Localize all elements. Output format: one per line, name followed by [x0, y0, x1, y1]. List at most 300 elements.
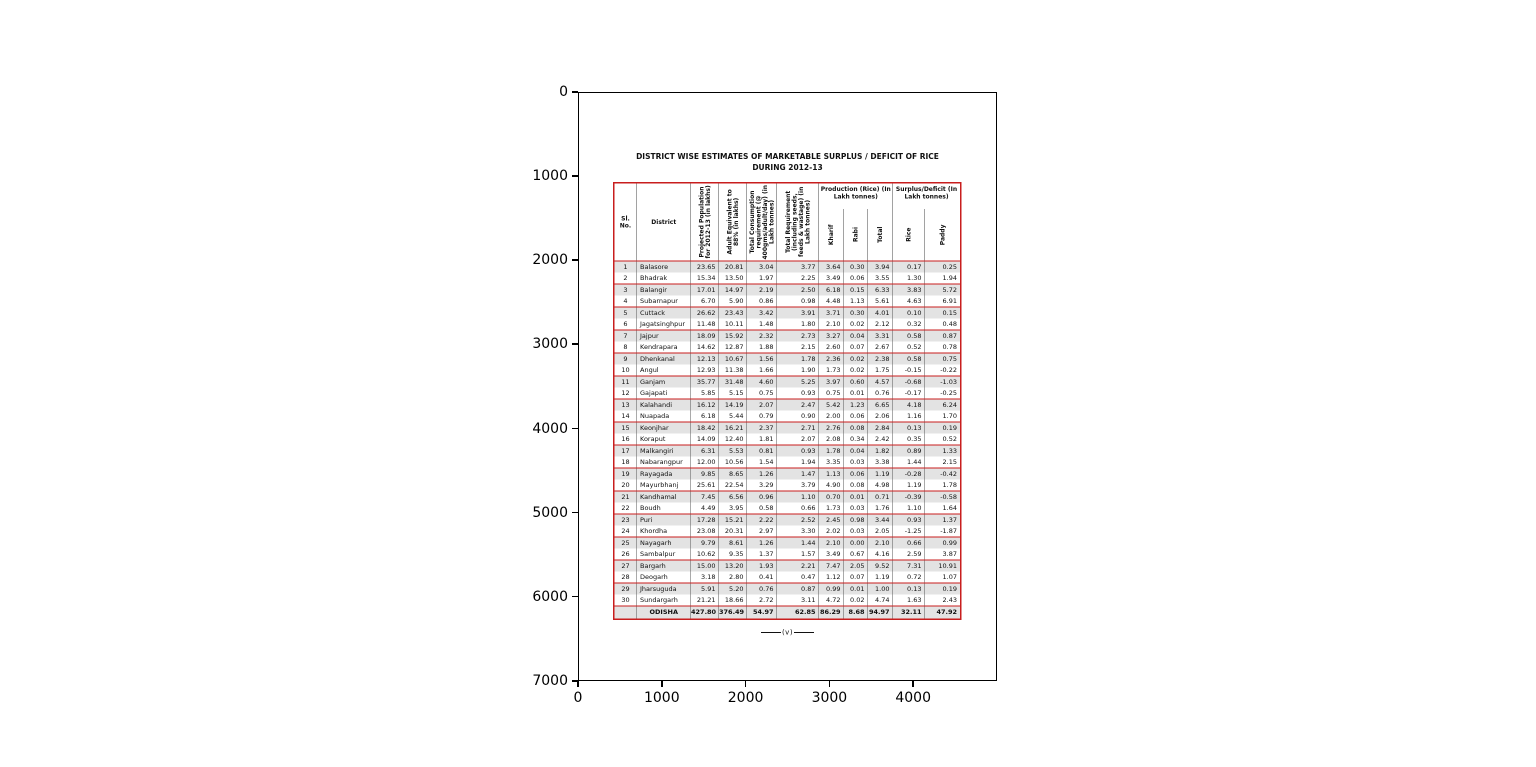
- table-cell: 1.07: [925, 572, 961, 584]
- table-cell: 1.12: [819, 572, 844, 584]
- table-cell: 0.03: [844, 526, 868, 538]
- table-cell: 15: [614, 422, 637, 434]
- table-cell: 2.67: [868, 342, 893, 354]
- table-cell: 2.42: [868, 434, 893, 446]
- table-cell: 1.66: [747, 365, 777, 377]
- table-cell: 1.13: [819, 468, 844, 480]
- table-cell: 2.19: [747, 284, 777, 296]
- table-cell: Nuapada: [637, 411, 691, 423]
- table-cell: 54.97: [747, 606, 777, 619]
- table-cell: 1.16: [893, 411, 925, 423]
- table-cell: 8.65: [719, 468, 747, 480]
- table-cell: 24: [614, 526, 637, 538]
- table-cell: 0.06: [844, 411, 868, 423]
- table-row: [614, 434, 961, 446]
- table-cell: 11.48: [691, 319, 719, 331]
- table-cell: -0.17: [893, 388, 925, 400]
- table-cell: 23.65: [691, 261, 719, 273]
- table-row: [614, 411, 961, 423]
- table-cell: 11.38: [719, 365, 747, 377]
- col-header-paddy: Paddy: [925, 209, 961, 261]
- table-cell: -1.03: [925, 376, 961, 388]
- x-tick-mark: [577, 681, 579, 687]
- table-cell: 0.01: [844, 491, 868, 503]
- col-header-total: Total: [868, 209, 893, 261]
- table-cell: Kendrapara: [637, 342, 691, 354]
- table-cell: 2.22: [747, 514, 777, 526]
- table-cell: 3: [614, 284, 637, 296]
- col-header-kharif: Kharif: [819, 209, 844, 261]
- table-cell: 10: [614, 365, 637, 377]
- table-cell: Mayurbhanj: [637, 480, 691, 492]
- table-cell: 1.75: [868, 365, 893, 377]
- y-tick-label: 0: [559, 84, 568, 100]
- table-cell: 20.81: [719, 261, 747, 273]
- table-cell: 0.99: [925, 537, 961, 549]
- table-cell: Kalahandi: [637, 399, 691, 411]
- table-cell: 14.19: [719, 399, 747, 411]
- table-cell: Bhadrak: [637, 273, 691, 285]
- table-cell: 1.73: [819, 503, 844, 515]
- table-cell: 4.72: [819, 595, 844, 607]
- table-row: [614, 537, 961, 549]
- table-cell: Dhenkanal: [637, 353, 691, 365]
- table-row: [614, 365, 961, 377]
- table-cell: 3.11: [777, 595, 819, 607]
- table-cell: 4.01: [868, 307, 893, 319]
- table-row: [614, 468, 961, 480]
- table-cell: 7: [614, 330, 637, 342]
- table-cell: 0.13: [893, 422, 925, 434]
- table-cell: 1.97: [747, 273, 777, 285]
- table-cell: 5.20: [719, 583, 747, 595]
- table-cell: 0.08: [844, 422, 868, 434]
- table-cell: 0.03: [844, 503, 868, 515]
- table-cell: 13.50: [719, 273, 747, 285]
- table-cell: 1.19: [868, 572, 893, 584]
- x-tick-mark: [745, 681, 747, 687]
- table-cell: 4.98: [868, 480, 893, 492]
- table-cell: 1.30: [893, 273, 925, 285]
- table-cell: -0.58: [925, 491, 961, 503]
- table-row: [614, 457, 961, 469]
- table-row: [614, 503, 961, 515]
- table-cell: 19: [614, 468, 637, 480]
- table-cell: 26.62: [691, 307, 719, 319]
- table-cell: 2.08: [819, 434, 844, 446]
- table-cell: Deogarh: [637, 572, 691, 584]
- table-cell: 2.47: [777, 399, 819, 411]
- table-cell: 0.67: [844, 549, 868, 561]
- table-cell: 3.49: [819, 549, 844, 561]
- rice-surplus-table: [613, 182, 962, 620]
- table-cell: 1.10: [893, 503, 925, 515]
- table-row: [614, 422, 961, 434]
- table-cell: 8: [614, 342, 637, 354]
- table-cell: Cuttack: [637, 307, 691, 319]
- table-cell: 1.63: [893, 595, 925, 607]
- table-cell: 12.13: [691, 353, 719, 365]
- x-tick-label: 1000: [643, 690, 680, 706]
- table-cell: 3.79: [777, 480, 819, 492]
- table-cell: Sambalpur: [637, 549, 691, 561]
- table-cell: 10.56: [719, 457, 747, 469]
- table-title-line1: DISTRICT WISE ESTIMATES OF MARKETABLE SURPLUS / DEFICIT OF RICE: [636, 152, 939, 161]
- table-cell: 0.93: [777, 388, 819, 400]
- table-cell: 14.97: [719, 284, 747, 296]
- table-cell: 0.93: [893, 514, 925, 526]
- table-cell: Koraput: [637, 434, 691, 446]
- table-cell: 9.85: [691, 468, 719, 480]
- table-cell: 0.30: [844, 307, 868, 319]
- table-cell: 5.53: [719, 445, 747, 457]
- col-header-rabi: Rabi: [844, 209, 868, 261]
- table-cell: Nabarangpur: [637, 457, 691, 469]
- table-cell: 20: [614, 480, 637, 492]
- x-tick-label: 2000: [727, 690, 764, 706]
- table-cell: 0.60: [844, 376, 868, 388]
- table-row: [614, 491, 961, 503]
- table-cell: 15.92: [719, 330, 747, 342]
- table-cell: 2.71: [777, 422, 819, 434]
- table-cell: 1.78: [925, 480, 961, 492]
- table-cell: 20.31: [719, 526, 747, 538]
- table-row: [614, 595, 961, 607]
- table-cell: 10.67: [719, 353, 747, 365]
- table-row: [614, 307, 961, 319]
- x-tick-mark: [829, 681, 831, 687]
- table-cell: 0.89: [893, 445, 925, 457]
- table-cell: 5.91: [691, 583, 719, 595]
- table-cell: 5: [614, 307, 637, 319]
- table-cell: Malkangiri: [637, 445, 691, 457]
- table-cell: 3.04: [747, 261, 777, 273]
- col-header-adult-equivalent: Adult Equivalent to 88% (in lakhs): [719, 183, 747, 261]
- col-header-rice: Rice: [893, 209, 925, 261]
- table-row: [614, 273, 961, 285]
- table-cell: 3.42: [747, 307, 777, 319]
- table-cell: 2.00: [819, 411, 844, 423]
- table-cell: 16.12: [691, 399, 719, 411]
- table-cell: 1.93: [747, 560, 777, 572]
- y-tick-label: 3000: [532, 336, 568, 353]
- table-cell: 17: [614, 445, 637, 457]
- table-cell: Balangir: [637, 284, 691, 296]
- table-cell: 1.70: [925, 411, 961, 423]
- table-cell: 1.57: [777, 549, 819, 561]
- y-tick-label: 5000: [532, 504, 568, 521]
- table-cell: Puri: [637, 514, 691, 526]
- x-tick-label: 4000: [895, 690, 931, 706]
- page-mark: [578, 626, 997, 639]
- table-cell: 0.04: [844, 445, 868, 457]
- table-cell: 62.85: [777, 606, 819, 619]
- table-cell: 0.03: [844, 457, 868, 469]
- table-cell: 2.45: [819, 514, 844, 526]
- table-cell: 18.66: [719, 595, 747, 607]
- table-cell: 0.02: [844, 595, 868, 607]
- table-cell: 13: [614, 399, 637, 411]
- table-cell: 47.92: [925, 606, 961, 619]
- table-row: [614, 284, 961, 296]
- table-cell: 376.49: [719, 606, 747, 619]
- table-cell: 4: [614, 296, 637, 308]
- table-row: [614, 376, 961, 388]
- table-cell: -1.25: [893, 526, 925, 538]
- table-title: [578, 151, 997, 173]
- table-cell: 0.19: [925, 583, 961, 595]
- table-cell: 27: [614, 560, 637, 572]
- table-cell: 1: [614, 261, 637, 273]
- table-cell: 1.44: [893, 457, 925, 469]
- table-cell: 2.05: [844, 560, 868, 572]
- col-header-district: District: [637, 183, 691, 261]
- table-cell: 5.72: [925, 284, 961, 296]
- table-cell: 3.91: [777, 307, 819, 319]
- table-cell: 0.81: [747, 445, 777, 457]
- y-tick-label: 7000: [532, 673, 568, 689]
- table-cell: 2.10: [819, 537, 844, 549]
- table-cell: 2.05: [868, 526, 893, 538]
- table-cell: 14.09: [691, 434, 719, 446]
- table-cell: 6: [614, 319, 637, 331]
- table-cell: 0.19: [925, 422, 961, 434]
- table-cell: 86.29: [819, 606, 844, 619]
- table-cell: 1.44: [777, 537, 819, 549]
- table-cell: 2.10: [868, 537, 893, 549]
- table-cell: 6.70: [691, 296, 719, 308]
- table-cell: 6.31: [691, 445, 719, 457]
- table-cell: 21.21: [691, 595, 719, 607]
- table-cell: 6.18: [819, 284, 844, 296]
- table-cell: 3.95: [719, 503, 747, 515]
- table-cell: 1.94: [777, 457, 819, 469]
- table-cell: 2.12: [868, 319, 893, 331]
- table-cell: 12.40: [719, 434, 747, 446]
- table-cell: 12: [614, 388, 637, 400]
- table-cell: 23: [614, 514, 637, 526]
- table-cell: 0.76: [747, 583, 777, 595]
- table-cell: -0.28: [893, 468, 925, 480]
- table-cell: 0.66: [893, 537, 925, 549]
- table-cell: 3.29: [747, 480, 777, 492]
- table-cell: 2.02: [819, 526, 844, 538]
- table-cell: 2.37: [747, 422, 777, 434]
- table-cell: 1.90: [777, 365, 819, 377]
- table-cell: 32.11: [893, 606, 925, 619]
- table-cell: 1.10: [777, 491, 819, 503]
- table-cell: 14.62: [691, 342, 719, 354]
- page-mark-left-line: [761, 632, 781, 633]
- table-cell: 1.80: [777, 319, 819, 331]
- table-cell: 1.26: [747, 468, 777, 480]
- table-cell: 0.79: [747, 411, 777, 423]
- table-body: [614, 261, 961, 619]
- table-cell: 5.42: [819, 399, 844, 411]
- y-tick-label: 4000: [532, 420, 568, 437]
- table-cell: 0.32: [893, 319, 925, 331]
- table-cell: 4.63: [893, 296, 925, 308]
- table-row: [614, 514, 961, 526]
- table-cell: 0.66: [777, 503, 819, 515]
- table-cell: 2.32: [747, 330, 777, 342]
- table-cell: 12.93: [691, 365, 719, 377]
- table-cell: 6.24: [925, 399, 961, 411]
- page-mark-right-line: [794, 632, 814, 633]
- table-cell: 0.52: [925, 434, 961, 446]
- table-cell: Balasore: [637, 261, 691, 273]
- table-cell: Sundargarh: [637, 595, 691, 607]
- table-cell: 3.94: [868, 261, 893, 273]
- x-tick-mark: [912, 681, 914, 687]
- table-cell: 1.33: [925, 445, 961, 457]
- table-cell: 3.27: [819, 330, 844, 342]
- table-cell: 0.02: [844, 353, 868, 365]
- x-tick-mark: [661, 681, 663, 687]
- table-cell: Jajpur: [637, 330, 691, 342]
- group-header-production: Production (Rice) (In Lakh tonnes): [819, 183, 893, 209]
- table-cell: 0.90: [777, 411, 819, 423]
- table-row: [614, 261, 961, 273]
- table-cell: 2.10: [819, 319, 844, 331]
- table-cell: 0.76: [868, 388, 893, 400]
- table-cell: 0.41: [747, 572, 777, 584]
- table-cell: 30: [614, 595, 637, 607]
- table-cell: 1.94: [925, 273, 961, 285]
- table-header: [614, 183, 961, 261]
- table-cell: 0.01: [844, 388, 868, 400]
- group-header-surplus-deficit: Surplus/Deficit (In Lakh tonnes): [893, 183, 961, 209]
- table-row: [614, 445, 961, 457]
- table-cell: 22: [614, 503, 637, 515]
- table-cell: Rayagada: [637, 468, 691, 480]
- table-cell: 0.01: [844, 583, 868, 595]
- table-cell: 8.68: [844, 606, 868, 619]
- table-cell: 16: [614, 434, 637, 446]
- table-cell: 28: [614, 572, 637, 584]
- table-cell: 18.09: [691, 330, 719, 342]
- table-cell: 1.78: [819, 445, 844, 457]
- table-cell: 1.73: [819, 365, 844, 377]
- table-cell: 31.48: [719, 376, 747, 388]
- table-cell: 25: [614, 537, 637, 549]
- table-cell: 23.08: [691, 526, 719, 538]
- table-cell: 5.44: [719, 411, 747, 423]
- table-cell: 9.79: [691, 537, 719, 549]
- table-row: [614, 560, 961, 572]
- table-cell: 3.31: [868, 330, 893, 342]
- table-cell: 0.93: [777, 445, 819, 457]
- col-header-population: Projected Population for 2012-13 (in lakhs): [691, 183, 719, 261]
- table-cell: 1.64: [925, 503, 961, 515]
- table-cell: 8.61: [719, 537, 747, 549]
- table-cell: 2.50: [777, 284, 819, 296]
- table-cell: 1.19: [868, 468, 893, 480]
- table-cell: 1.82: [868, 445, 893, 457]
- table-cell: 1.81: [747, 434, 777, 446]
- table-cell: 17.28: [691, 514, 719, 526]
- table-cell: 3.38: [868, 457, 893, 469]
- table-cell: 23.43: [719, 307, 747, 319]
- table-cell: Jharsuguda: [637, 583, 691, 595]
- table-cell: 2.84: [868, 422, 893, 434]
- table-cell: 1.37: [747, 549, 777, 561]
- table-cell: 1.54: [747, 457, 777, 469]
- table-cell: 0.58: [747, 503, 777, 515]
- table-cell: 3.71: [819, 307, 844, 319]
- col-header-consumption: Total Consumption requirement (@ 400gms/adult/day) (in Lakh tonnes): [748, 184, 775, 260]
- table-cell: 2.36: [819, 353, 844, 365]
- table-cell: 0.71: [868, 491, 893, 503]
- table-cell: 0.06: [844, 468, 868, 480]
- table-cell: 21: [614, 491, 637, 503]
- table-cell: 0.02: [844, 319, 868, 331]
- table-cell: [614, 606, 637, 619]
- col-header-total-requirement: Total Requirement (including seeds, feeds & wastage) (in Lakh tonnes): [777, 183, 819, 261]
- table-cell: 0.07: [844, 572, 868, 584]
- table-cell: 6.56: [719, 491, 747, 503]
- table-cell: 0.30: [844, 261, 868, 273]
- table-cell: 0.96: [747, 491, 777, 503]
- table-cell: 2.15: [777, 342, 819, 354]
- table-cell: 0.98: [777, 296, 819, 308]
- table-cell: 0.15: [925, 307, 961, 319]
- table-row: [614, 549, 961, 561]
- table-row: [614, 480, 961, 492]
- table-cell: 2.60: [819, 342, 844, 354]
- table-cell: 2.52: [777, 514, 819, 526]
- table-cell: 1.78: [777, 353, 819, 365]
- table-cell: 11: [614, 376, 637, 388]
- table-cell: 0.99: [819, 583, 844, 595]
- table-cell: 1.23: [844, 399, 868, 411]
- table-cell: -1.87: [925, 526, 961, 538]
- table-cell: 10.62: [691, 549, 719, 561]
- table-cell: 0.08: [844, 480, 868, 492]
- table-cell: Kandhamal: [637, 491, 691, 503]
- table-cell: Gajapati: [637, 388, 691, 400]
- table-cell: 12.87: [719, 342, 747, 354]
- table-cell: 18: [614, 457, 637, 469]
- table-cell: 4.48: [819, 296, 844, 308]
- table-cell: 0.75: [819, 388, 844, 400]
- table-cell: -0.25: [925, 388, 961, 400]
- table-cell: 3.64: [819, 261, 844, 273]
- table-cell: 0.86: [747, 296, 777, 308]
- table-cell: 16.21: [719, 422, 747, 434]
- table-cell: 14: [614, 411, 637, 423]
- table-cell: 15.21: [719, 514, 747, 526]
- table-cell: 3.83: [893, 284, 925, 296]
- table-cell: 4.49: [691, 503, 719, 515]
- table-row: [614, 342, 961, 354]
- table-cell: 2.25: [777, 273, 819, 285]
- table-cell: 7.31: [893, 560, 925, 572]
- table-cell: 4.18: [893, 399, 925, 411]
- table-cell: 0.75: [747, 388, 777, 400]
- table-cell: 0.78: [925, 342, 961, 354]
- table-cell: -0.39: [893, 491, 925, 503]
- table-cell: 0.72: [893, 572, 925, 584]
- table-cell: 1.47: [777, 468, 819, 480]
- table-row: [614, 353, 961, 365]
- y-tick-label: 2000: [532, 252, 568, 269]
- table-cell: 1.88: [747, 342, 777, 354]
- table-cell: 0.87: [777, 583, 819, 595]
- table-cell: 17.01: [691, 284, 719, 296]
- table-cell: 1.26: [747, 537, 777, 549]
- col-header-slno: Sl. No.: [614, 183, 637, 261]
